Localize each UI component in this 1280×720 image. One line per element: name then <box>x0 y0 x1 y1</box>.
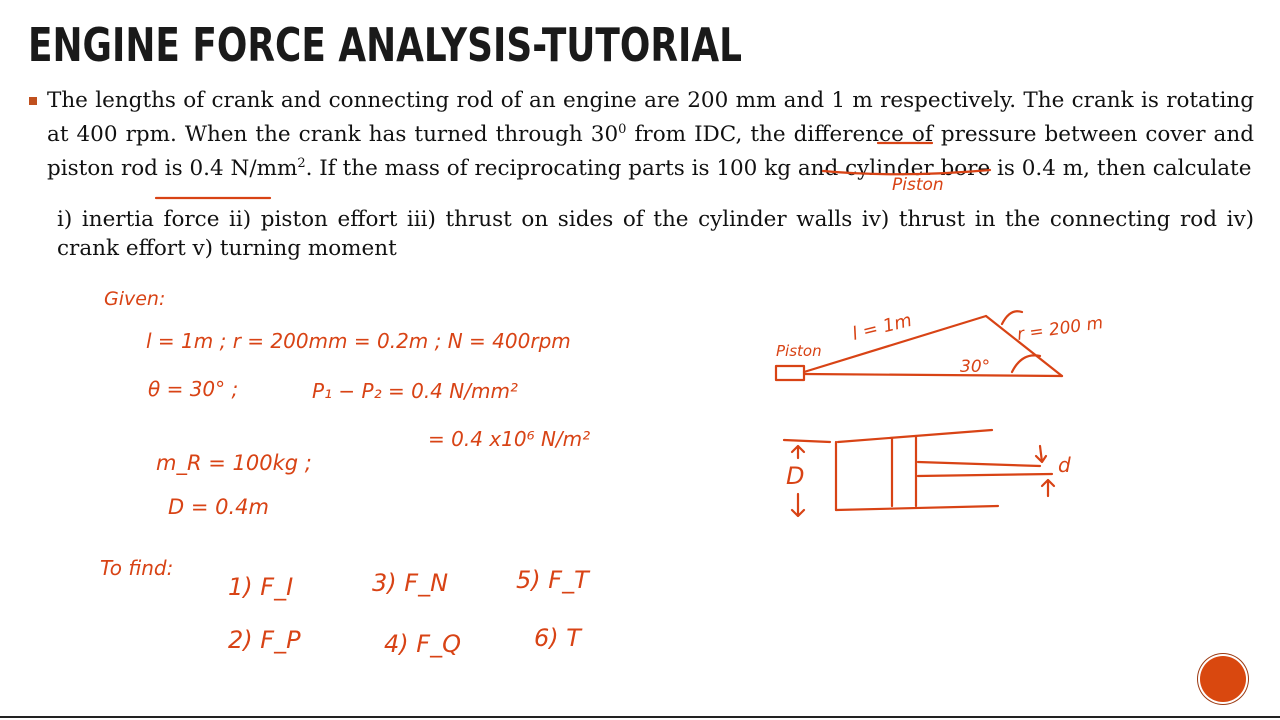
find-item-2: 2) F_P <box>228 626 301 654</box>
angle-label: 30° <box>960 357 991 377</box>
problem-text-1: The lengths of crank and connecting rod of an engine are 200 mm and 1 m respectively. The crank is rotating at 400 rpm. When the crank has turned through 30 <box>47 88 1254 148</box>
slide-bottom-rule <box>0 716 1280 718</box>
to-find-label: To find: <box>100 556 174 580</box>
reciprocating-underline <box>823 170 990 174</box>
bore-top-tick <box>784 440 830 442</box>
rotation-arrow <box>1002 311 1022 324</box>
idc-term: IDC <box>694 122 736 148</box>
piston-rod-top <box>918 462 1040 466</box>
piston-note: Piston <box>892 175 944 195</box>
given-line-2b: P₁ − P₂ = 0.4 N/mm² <box>312 379 518 403</box>
given-line-5: D = 0.4m <box>168 495 269 519</box>
rod-length-label: l = 1m <box>850 309 914 345</box>
rod-dia-arrow-bottom <box>1042 480 1054 496</box>
bore-arrow-bottom <box>792 494 804 516</box>
problem-text-3: , the difference of pressure between cover and piston rod is 0.4 N/mm <box>47 122 1254 182</box>
line-of-stroke <box>804 374 1062 376</box>
subquestion-list: i) inertia force ii) piston effort iii) thrust on sides of the cylinder walls iv) thrust in the connecting rod iv) crank effort v) turning moment <box>57 207 1254 261</box>
slider-crank-diagram <box>776 310 1104 380</box>
slide-title: ENGINE FORCE ANALYSIS-TUTORIAL <box>28 18 743 72</box>
piston-label: Piston <box>776 342 822 360</box>
given-line-3: = 0.4 x10⁶ N/m² <box>428 427 591 451</box>
find-item-5: 5) F_T <box>516 566 589 594</box>
degree-superscript: 0 <box>618 122 627 137</box>
cylinder-bottom-wall <box>836 506 998 510</box>
piston-rod-bottom <box>918 474 1052 476</box>
bore-term: bore is 0.4 <box>940 156 1056 182</box>
piston-block <box>776 366 804 380</box>
cylinder-diagram <box>784 430 1071 516</box>
given-line-1: l = 1m ; r = 200mm = 0.2m ; N = 400rpm <box>146 329 571 353</box>
rod-diameter-label: d <box>1058 453 1071 477</box>
given-line-4: m_R = 100kg ; <box>156 451 312 475</box>
find-item-3: 3) F_N <box>372 569 449 597</box>
find-item-6: 6) T <box>534 624 581 652</box>
given-label: Given: <box>104 288 166 310</box>
bore-arrow-top <box>792 446 804 458</box>
problem-text-5: parts is 100 kg and cylinder <box>621 156 941 182</box>
angle-arc <box>1012 355 1040 372</box>
slide-nav-button[interactable] <box>1200 656 1246 702</box>
find-item-1: 1) F_I <box>228 573 294 601</box>
find-item-4: 4) F_Q <box>384 630 461 658</box>
problem-text-4: . If the mass of <box>305 156 475 182</box>
problem-text-6: m, then calculate <box>1055 156 1252 182</box>
problem-text-2: from <box>626 122 695 148</box>
reciprocating-term: reciprocating <box>474 156 622 182</box>
given-line-2a: θ = 30° ; <box>148 377 239 401</box>
bore-label: D <box>786 462 805 490</box>
square-superscript: 2 <box>297 156 306 172</box>
crank-radius-label: r = 200 m <box>1015 313 1105 345</box>
rod-dia-arrow-top <box>1036 446 1046 462</box>
